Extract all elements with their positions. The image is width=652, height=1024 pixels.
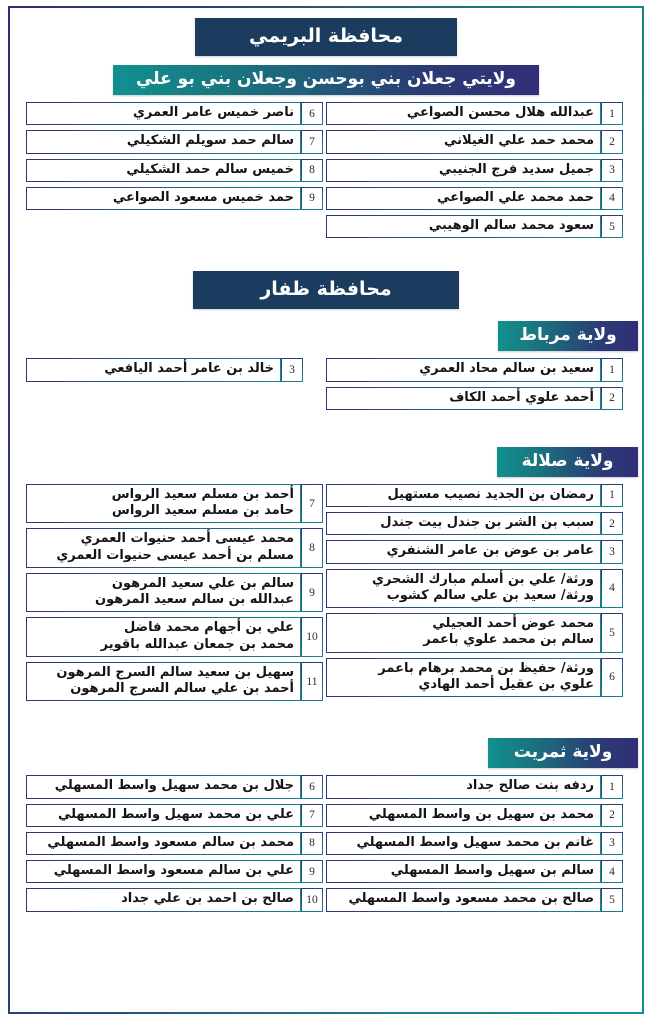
name-line: سالم بن علي سعيد المرهون — [111, 575, 294, 591]
name-line: محمد عوض أحمد العجيلي — [432, 616, 594, 631]
name-line: علي بن سالم مسعود واسط المسهلي — [53, 863, 294, 878]
row-name — [326, 804, 601, 827]
row-number: 1 — [601, 775, 623, 798]
wilaya-title-thumrait: ولاية ثمريت — [488, 738, 638, 768]
name-line: ناصر خميس عامر العمري — [132, 105, 294, 120]
wilaya-bar-row-salalah — [14, 437, 638, 477]
table-row — [326, 387, 626, 410]
row-number: 3 — [601, 832, 623, 855]
row-number: 10 — [301, 888, 323, 911]
name-line: محمد بن جمعان عبدالله باقوير — [100, 636, 294, 652]
row-number: 2 — [601, 804, 623, 827]
table-row — [26, 130, 326, 153]
table-row — [326, 888, 626, 911]
wilaya-title-salalah: ولاية صلالة — [497, 447, 638, 477]
name-line: علي بن أجهام محمد فاضل — [123, 620, 294, 636]
row-number: 1 — [601, 484, 623, 507]
table-row — [326, 512, 626, 535]
table-row — [26, 617, 326, 657]
row-name — [326, 215, 601, 238]
buraimi-left-column — [14, 102, 326, 243]
name-line: صالح بن محمد مسعود واسط المسهلي — [348, 891, 594, 907]
name-line: أحمد بن مسلم سعيد الرواس — [111, 486, 294, 502]
row-name — [326, 613, 601, 653]
name-line: خالد بن عامر أحمد اليافعي — [104, 361, 274, 377]
table-row — [326, 187, 626, 210]
name-line: غانم بن محمد سهيل واسط المسهلي — [356, 834, 594, 850]
governorate-title-buraimi: محافظة البريمي — [195, 18, 457, 56]
row-number: 8 — [301, 832, 323, 855]
row-number: 11 — [301, 662, 323, 702]
mirbat-columns — [14, 358, 638, 415]
table-row — [26, 187, 326, 210]
name-line: مسلم بن أحمد عيسى حنيوات العمري — [56, 547, 294, 563]
row-number: 3 — [601, 540, 623, 563]
row-number: 5 — [601, 888, 623, 911]
table-row — [326, 215, 626, 238]
row-name — [26, 832, 301, 855]
row-number: 6 — [301, 775, 323, 798]
name-line: سالم بن سهيل واسط المسهلي — [390, 863, 594, 878]
salalah-right-column — [326, 484, 638, 707]
row-name — [326, 860, 601, 883]
table-row — [26, 528, 326, 568]
table-row — [326, 159, 626, 182]
row-name — [26, 804, 301, 827]
spacer — [14, 706, 638, 728]
row-name — [26, 484, 301, 524]
table-row — [326, 130, 626, 153]
thumrait-left-column — [14, 775, 326, 916]
row-name — [326, 888, 601, 911]
buraimi-right-column — [326, 102, 638, 243]
name-line: ورثة/ حفيظ بن محمد برهام باعمر — [378, 660, 594, 676]
table-row — [326, 775, 626, 798]
name-line: سالم بن محمد علوي باعمر — [423, 632, 594, 648]
table-row — [326, 658, 626, 698]
row-number: 7 — [301, 130, 323, 153]
wilaya-title-mirbat: ولاية مرباط — [498, 321, 638, 351]
thumrait-right-column — [326, 775, 638, 916]
row-name — [326, 540, 601, 563]
name-line: ورثة/ سعيد بن علي سالم كشوب — [386, 587, 594, 603]
table-row — [326, 540, 626, 563]
table-row — [26, 484, 326, 524]
wilaya-bar-row-mirbat — [14, 309, 638, 351]
row-number: 9 — [301, 860, 323, 883]
row-number: 3 — [281, 358, 303, 381]
table-row — [326, 860, 626, 883]
name-line: رمضان بن الجديد نصيب مستهيل — [387, 486, 594, 502]
section-dhofar — [14, 245, 638, 916]
row-number: 10 — [301, 617, 323, 657]
name-line: ردفه بنت صالح جداد — [466, 778, 594, 794]
row-name — [326, 187, 601, 210]
name-line: سبب بن الشر بن جندل بيت جندل — [380, 515, 594, 530]
row-number: 4 — [601, 569, 623, 609]
table-row — [26, 159, 326, 182]
governorate-title-dhofar: محافظة ظفار — [193, 271, 459, 309]
row-name — [326, 159, 601, 182]
row-name — [26, 662, 301, 702]
row-number: 8 — [301, 528, 323, 568]
row-name — [26, 775, 301, 798]
table-row — [26, 358, 326, 381]
row-name — [326, 569, 601, 609]
table-row — [326, 484, 626, 507]
table-row — [326, 102, 626, 125]
name-line: ورثة/ علي بن أسلم مبارك الشحري — [372, 571, 594, 587]
name-line: علوي بن عقيل أحمد الهادي — [418, 676, 594, 692]
name-line: سعود محمد سالم الوهيبي — [428, 218, 594, 233]
table-row — [326, 358, 626, 381]
row-name — [26, 159, 301, 182]
row-number: 5 — [601, 613, 623, 653]
row-name — [326, 484, 601, 507]
table-row — [26, 662, 326, 702]
row-name — [26, 102, 301, 125]
row-name — [326, 512, 601, 535]
row-name — [26, 860, 301, 883]
governorate-title-row-buraimi — [14, 8, 638, 56]
salalah-left-column — [14, 484, 326, 707]
mirbat-left-column — [14, 358, 326, 415]
row-name — [326, 658, 601, 698]
table-row — [26, 102, 326, 125]
name-line: سعيد بن سالم محاد العمري — [419, 361, 594, 377]
name-line: عبدالله هلال محسن الصواعي — [406, 105, 594, 120]
row-number: 7 — [301, 804, 323, 827]
row-name — [326, 130, 601, 153]
row-name — [326, 358, 601, 381]
name-line: سهيل بن سعيد سالم السرج المرهون — [56, 664, 294, 680]
row-number: 6 — [601, 658, 623, 698]
name-line: خميس سالم حمد الشكيلي — [126, 161, 294, 177]
thumrait-columns — [14, 775, 638, 916]
row-number: 6 — [301, 102, 323, 125]
row-number: 2 — [601, 387, 623, 410]
row-number: 7 — [301, 484, 323, 524]
salalah-columns — [14, 484, 638, 707]
name-line: جلال بن محمد سهيل واسط المسهلي — [54, 778, 294, 794]
row-number: 1 — [601, 102, 623, 125]
name-line: محمد بن سهيل بن واسط المسهلي — [368, 806, 594, 822]
table-row — [26, 775, 326, 798]
mirbat-right-column — [326, 358, 638, 415]
table-row — [26, 832, 326, 855]
table-row — [326, 832, 626, 855]
row-number: 2 — [601, 130, 623, 153]
name-line: محمد حمد علي الغيلاني — [443, 133, 594, 149]
section-buraimi — [14, 8, 638, 243]
row-name — [26, 528, 301, 568]
name-line: محمد عيسى أحمد حنيوات العمري — [80, 531, 294, 547]
table-row — [26, 888, 326, 911]
row-name — [26, 187, 301, 210]
table-row — [326, 804, 626, 827]
name-line: عامر بن عوض بن عامر الشنفري — [386, 543, 594, 559]
row-name — [26, 358, 281, 381]
wilaya-bar-row-thumrait — [14, 728, 638, 768]
row-number: 1 — [601, 358, 623, 381]
name-line: جميل سديد فرج الجنيبي — [438, 161, 594, 177]
table-row — [26, 860, 326, 883]
row-name — [26, 130, 301, 153]
row-name — [326, 387, 601, 410]
row-number: 5 — [601, 215, 623, 238]
name-line: سالم حمد سويلم الشكيلي — [126, 133, 294, 149]
row-number: 8 — [301, 159, 323, 182]
row-name — [326, 102, 601, 125]
name-line: حمد خميس مسعود الصواعي — [112, 189, 294, 205]
table-row — [26, 804, 326, 827]
row-number: 3 — [601, 159, 623, 182]
name-line: عبدالله بن سالم سعيد المرهون — [95, 592, 294, 607]
governorate-title-row-dhofar — [14, 245, 638, 309]
row-number: 9 — [301, 187, 323, 210]
name-line: حمد محمد علي الصواعي — [437, 189, 594, 205]
row-name — [26, 617, 301, 657]
row-name — [326, 832, 601, 855]
row-number: 2 — [601, 512, 623, 535]
name-line: حامد بن مسلم سعيد الرواس — [111, 503, 294, 518]
table-row — [326, 569, 626, 609]
row-number: 9 — [301, 573, 323, 613]
name-line: أحمد علوي أحمد الكاف — [449, 389, 594, 405]
row-number: 4 — [601, 860, 623, 883]
wilaya-bar-row-buraimi — [14, 56, 638, 95]
name-line: محمد بن سالم مسعود واسط المسهلي — [47, 834, 294, 850]
name-line: أحمد بن علي سالم السرج المرهون — [70, 681, 294, 696]
wilaya-title-jaalan: ولايتي جعلان بني بوحسن وجعلان بني بو علي — [113, 65, 539, 95]
name-line: علي بن محمد سهيل واسط المسهلي — [57, 806, 294, 822]
row-name — [26, 573, 301, 613]
name-line: صالح بن احمد بن علي جداد — [121, 891, 294, 907]
row-name — [326, 775, 601, 798]
spacer — [14, 415, 638, 437]
row-name — [26, 888, 301, 911]
row-number: 4 — [601, 187, 623, 210]
buraimi-columns — [14, 102, 638, 243]
table-row — [26, 573, 326, 613]
table-row — [326, 613, 626, 653]
